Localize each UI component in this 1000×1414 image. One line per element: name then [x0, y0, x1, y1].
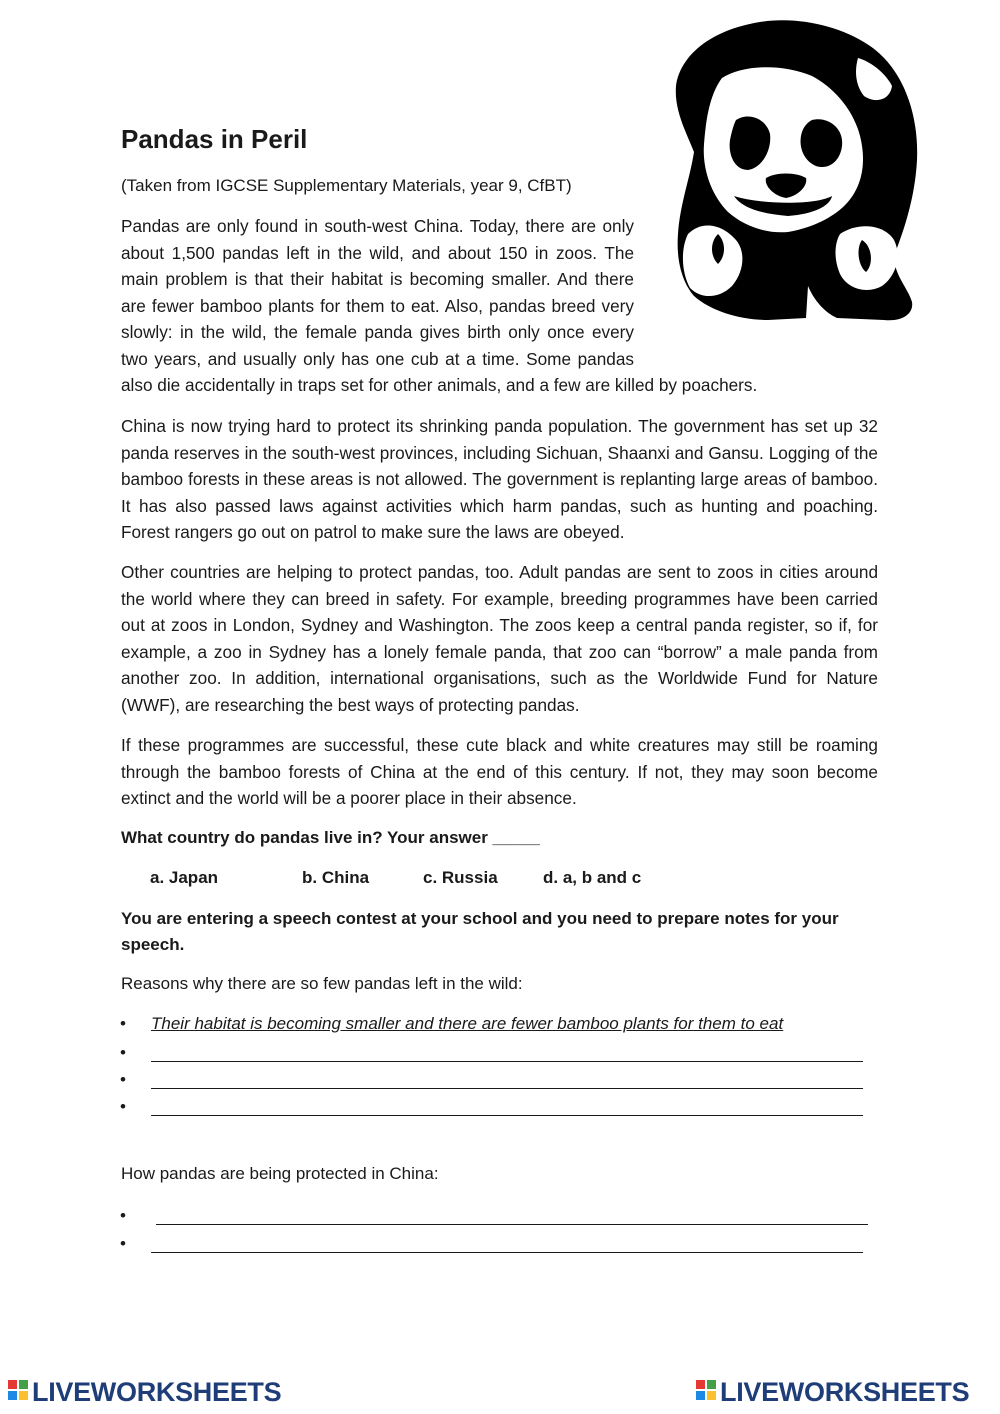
- bullet-icon: •: [120, 1097, 126, 1116]
- reason-item-4: [120, 1097, 880, 1123]
- protection-answer-line-2[interactable]: [151, 1252, 863, 1253]
- logo-wordmark: LIVEWORKSHEETS: [720, 1377, 970, 1407]
- intro-paragraph-block: [121, 213, 878, 399]
- bullet-icon: •: [120, 1070, 126, 1089]
- paragraph-2: China is now trying hard to protect its shrinking panda population. The government has set up 32 panda reserves in the south-west provinces, including Sichuan, Shaanxi and Gansu. Logging of the bamboo forests in these areas is not allowed. The government is replanting large areas of bamboo. It has also passed laws against activities which harm pandas, such as hunting and poaching. Forest rangers go out on patrol to make sure the laws are obeyed.: [121, 416, 878, 542]
- reasons-label: Reasons why there are so few pandas left in the wild:: [121, 974, 523, 993]
- speech-contest-instruction: You are entering a speech contest at your school and you need to prepare notes for your speech.: [121, 909, 839, 954]
- source-note: (Taken from IGCSE Supplementary Materials, year 9, CfBT): [121, 176, 572, 195]
- question-text: What country do pandas live in? Your answer _____: [121, 828, 540, 847]
- protection-answer-line-1[interactable]: [156, 1224, 868, 1225]
- option-a[interactable]: a. Japan: [150, 868, 219, 887]
- option-d[interactable]: d. a, b and c: [543, 868, 642, 887]
- reason-item-example: [120, 1014, 880, 1040]
- reason-item-3: [120, 1070, 880, 1096]
- reason-example-text: Their habitat is becoming smaller and there are fewer bamboo plants for them to eat: [151, 1014, 784, 1033]
- option-c[interactable]: c. Russia: [423, 868, 498, 887]
- paragraph-3: Other countries are helping to protect pandas, too. Adult pandas are sent to zoos in cities around the world where they can breed in safety. For example, breeding programmes have been carried out at zoos in London, Sydney and Washington. The zoos keep a central panda register, so if, for example, a zoo in Sydney has a lonely female panda, that zoo can “borrow” a male panda from another zoo. In addition, international organisations, such as the Worldwide Fund for Nature (WWF), are researching the best ways of protecting pandas.: [121, 562, 878, 715]
- bullet-icon: •: [120, 1043, 126, 1062]
- protection-item-2: [120, 1234, 880, 1260]
- bullet-icon: •: [120, 1206, 126, 1225]
- reason-answer-line-3[interactable]: [151, 1088, 863, 1089]
- panda-text-wrap-spacer: [634, 213, 878, 346]
- bullet-icon: •: [120, 1234, 126, 1253]
- paragraph-4: If these programmes are successful, these cute black and white creatures may still be roaming through the bamboo forests of China at the end of this century. If not, they may soon become extinct and the world will be a poorer place in their absence.: [121, 735, 878, 808]
- reason-item-2: [120, 1043, 880, 1069]
- worksheet-title: Pandas in Peril: [121, 124, 308, 154]
- answer-options: [150, 868, 850, 892]
- protection-item-1: [120, 1206, 880, 1232]
- option-b[interactable]: b. China: [302, 868, 370, 887]
- reason-answer-line-4[interactable]: [151, 1115, 863, 1116]
- logo-badge-icon: [8, 1380, 30, 1402]
- reason-answer-line-2[interactable]: [151, 1061, 863, 1062]
- paragraph-1: Pandas are only found in south-west China. Today, there are only about 1,500 pandas left in the wild, and about 150 in zoos. The main problem is that their habitat is becoming smaller. And there are fewer bamboo plants for them to eat. Also, pandas breed very slowly: in the wild, the female panda gives birth only once every two years, and usually only has one cub at a time. Some pandas also die accidentally in traps set for other animals, and a few are killed by poachers.: [121, 216, 758, 395]
- protection-label: How pandas are being protected in China:: [121, 1164, 439, 1183]
- bullet-icon: •: [120, 1014, 126, 1033]
- logo-wordmark: LIVEWORKSHEETS: [32, 1377, 282, 1407]
- logo-badge-icon: [696, 1380, 718, 1402]
